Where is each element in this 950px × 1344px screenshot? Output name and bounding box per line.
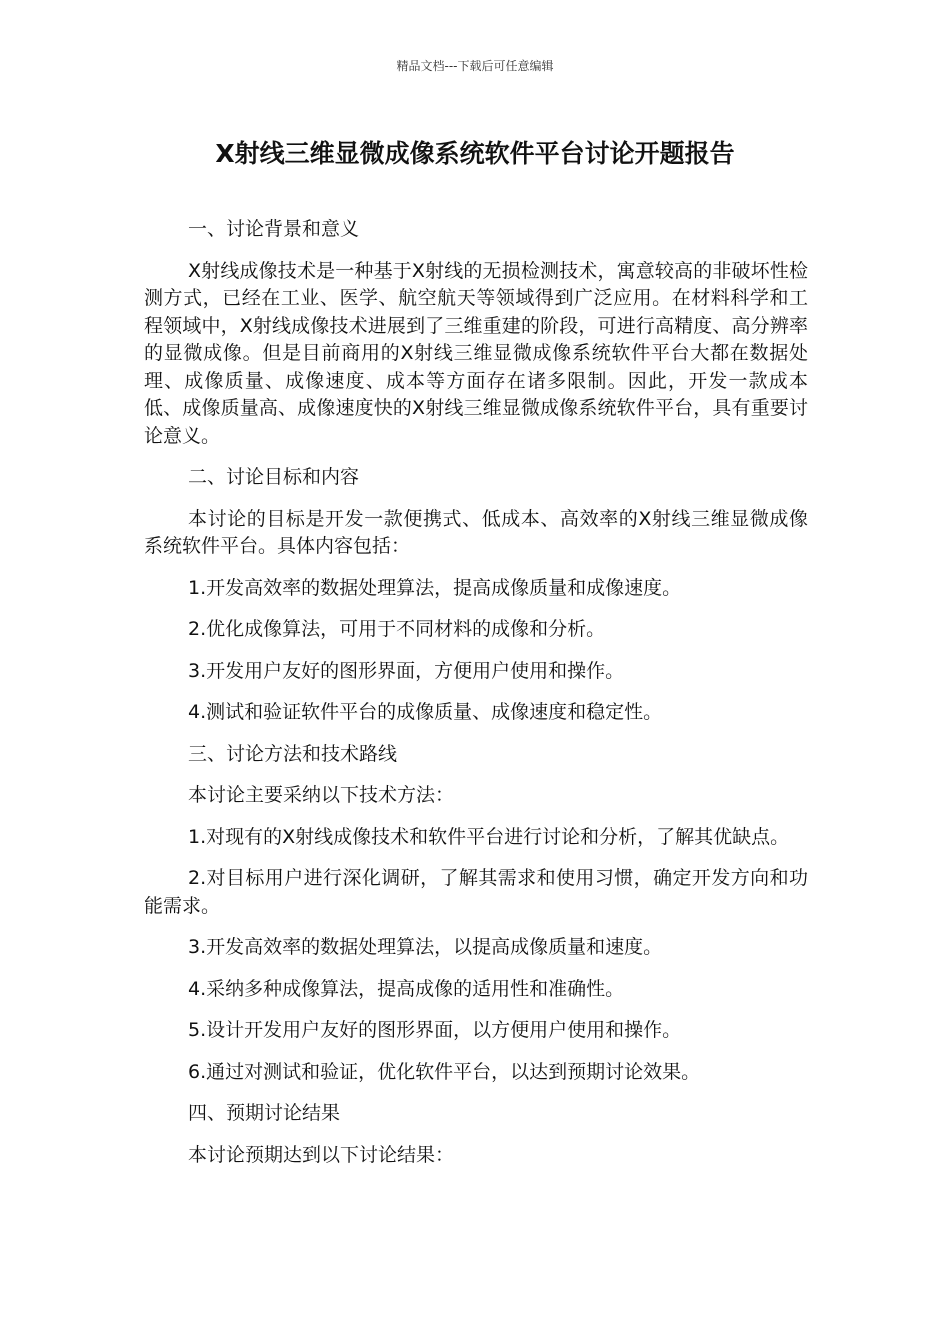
document-title: X射线三维显微成像系统软件平台讨论开题报告 [215, 139, 735, 168]
methods-list-item: 6.通过对测试和验证，优化软件平台，以达到预期讨论效果。 [188, 1060, 701, 1083]
goals-list-item: 4.测试和验证软件平台的成像质量、成像速度和稳定性。 [188, 701, 663, 723]
document-body [144, 216, 808, 1183]
methods-list-item: 2.对目标用户进行深化调研，了解其需求和使用习惯，确定开发方向和功能需求。 [144, 867, 808, 917]
goals-list-item: 3.开发用户友好的图形界面，方便用户使用和操作。 [188, 659, 625, 682]
methods-list-item: 4.采纳多种成像算法，提高成像的适用性和准确性。 [188, 977, 625, 1000]
methods-list-item: 5.设计开发用户友好的图形界面，以方便用户使用和操作。 [188, 1019, 682, 1041]
methods-list-item: 1.对现有的X射线成像技术和软件平台进行讨论和分析，了解其优缺点。 [188, 825, 790, 848]
methods-paragraph: 本讨论主要采纳以下技术方法： [188, 784, 455, 806]
expected-results-paragraph: 本讨论预期达到以下讨论结果： [188, 1143, 455, 1166]
header-note: 精品文档---下载后可任意编辑 [396, 59, 554, 73]
methods-list-item: 3.开发高效率的数据处理算法，以提高成像质量和速度。 [188, 936, 663, 958]
section-heading-goals: 二、讨论目标和内容 [188, 466, 360, 488]
section-heading-expected-results: 四、预期讨论结果 [188, 1102, 341, 1124]
section-heading-methods: 三、讨论方法和技术路线 [188, 742, 398, 765]
goals-paragraph: 本讨论的目标是开发一款便携式、低成本、高效率的X射线三维显微成像系统软件平台。具体内容包括： [144, 507, 808, 557]
goals-list-item: 2.优化成像算法，可用于不同材料的成像和分析。 [188, 618, 606, 640]
background-paragraph: X射线成像技术是一种基于X射线的无损检测技术，寓意较高的非破坏性检测方式，已经在工业、医学、航空航天等领域得到广泛应用。在材料科学和工程领域中，X射线成像技术进展到了三维重建的阶段，可进行高精度、高分辨率的显微成像。但是目前商用的X射线三维显微成像系统软件平台大都在数据处理、成像质量、成像速度、成本等方面存在诸多限制。因此，开发一款成本低、成像质量高、成像速度快的X射线三维显微成像系统软件平台，具有重要讨论意义。 [144, 259, 808, 447]
goals-list-item: 1.开发高效率的数据处理算法，提高成像质量和成像速度。 [188, 576, 682, 599]
section-heading-background: 一、讨论背景和意义 [188, 218, 360, 240]
